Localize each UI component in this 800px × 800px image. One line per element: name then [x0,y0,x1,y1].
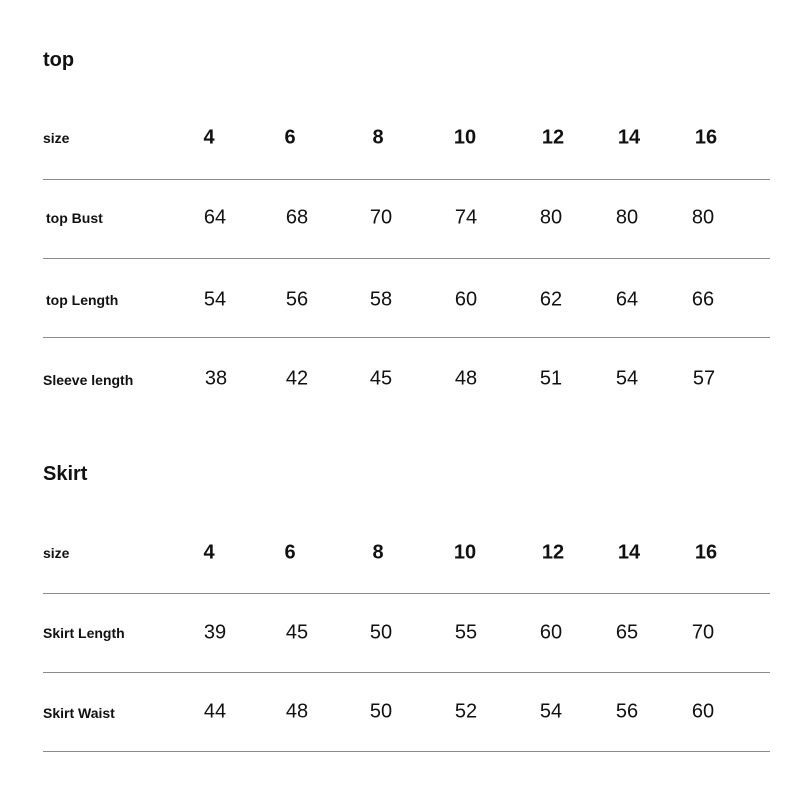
table-cell: 42 [285,367,309,390]
table-cell: 64 [203,206,227,229]
row-divider [43,337,770,338]
table-cell: 54 [615,367,639,390]
row-label: Skirt Length [43,625,125,641]
size-column-header: 16 [694,541,718,564]
table-row [43,613,770,653]
table-cell: 52 [454,700,478,723]
row-label: top Length [46,292,119,308]
row-divider [43,593,770,594]
table-cell: 38 [204,367,228,390]
size-column-header: 10 [453,541,477,564]
table-cell: 55 [454,621,478,644]
size-column-header: 8 [372,126,384,149]
size-column-header: 12 [541,126,565,149]
table-cell: 80 [691,206,715,229]
table-cell: 80 [539,206,563,229]
table-cell: 44 [203,700,227,723]
table-cell: 70 [691,621,715,644]
row-label: Sleeve length [43,372,134,388]
top-size-header-row [43,118,770,158]
row-divider [43,672,770,673]
table-cell: 57 [692,367,716,390]
size-column-header: 10 [453,126,477,149]
top-size-header-label: size [43,130,70,146]
table-cell: 66 [691,288,715,311]
table-row [43,280,770,320]
size-column-header: 8 [372,541,384,564]
table-cell: 64 [615,288,639,311]
size-column-header: 6 [284,126,296,149]
skirt-section-title: Skirt [43,463,88,485]
table-cell: 74 [454,206,478,229]
row-divider [43,751,770,752]
skirt-size-header-row [43,533,770,573]
table-cell: 50 [369,700,393,723]
table-cell: 62 [539,288,563,311]
size-column-header: 6 [284,541,296,564]
table-cell: 80 [615,206,639,229]
table-cell: 48 [285,700,309,723]
row-divider [43,258,770,259]
table-cell: 48 [454,367,478,390]
top-section-title: top [43,49,75,71]
table-cell: 56 [285,288,309,311]
row-divider [43,179,770,180]
table-cell: 54 [203,288,227,311]
table-cell: 45 [285,621,309,644]
table-cell: 39 [203,621,227,644]
size-column-header: 16 [694,126,718,149]
table-cell: 68 [285,206,309,229]
skirt-size-header-label: size [43,545,70,561]
table-cell: 58 [369,288,393,311]
row-label: Skirt Waist [43,705,115,721]
table-cell: 56 [615,700,639,723]
table-cell: 51 [539,367,563,390]
table-row [43,692,770,732]
table-cell: 70 [369,206,393,229]
table-cell: 54 [539,700,563,723]
row-label: top Bust [46,210,103,226]
table-cell: 45 [369,367,393,390]
table-row [43,198,770,238]
size-column-header: 14 [617,126,641,149]
table-cell: 65 [615,621,639,644]
size-column-header: 4 [203,541,215,564]
table-cell: 60 [454,288,478,311]
table-cell: 50 [369,621,393,644]
size-column-header: 12 [541,541,565,564]
table-row [43,359,770,399]
size-column-header: 4 [203,126,215,149]
table-cell: 60 [691,700,715,723]
size-column-header: 14 [617,541,641,564]
table-cell: 60 [539,621,563,644]
